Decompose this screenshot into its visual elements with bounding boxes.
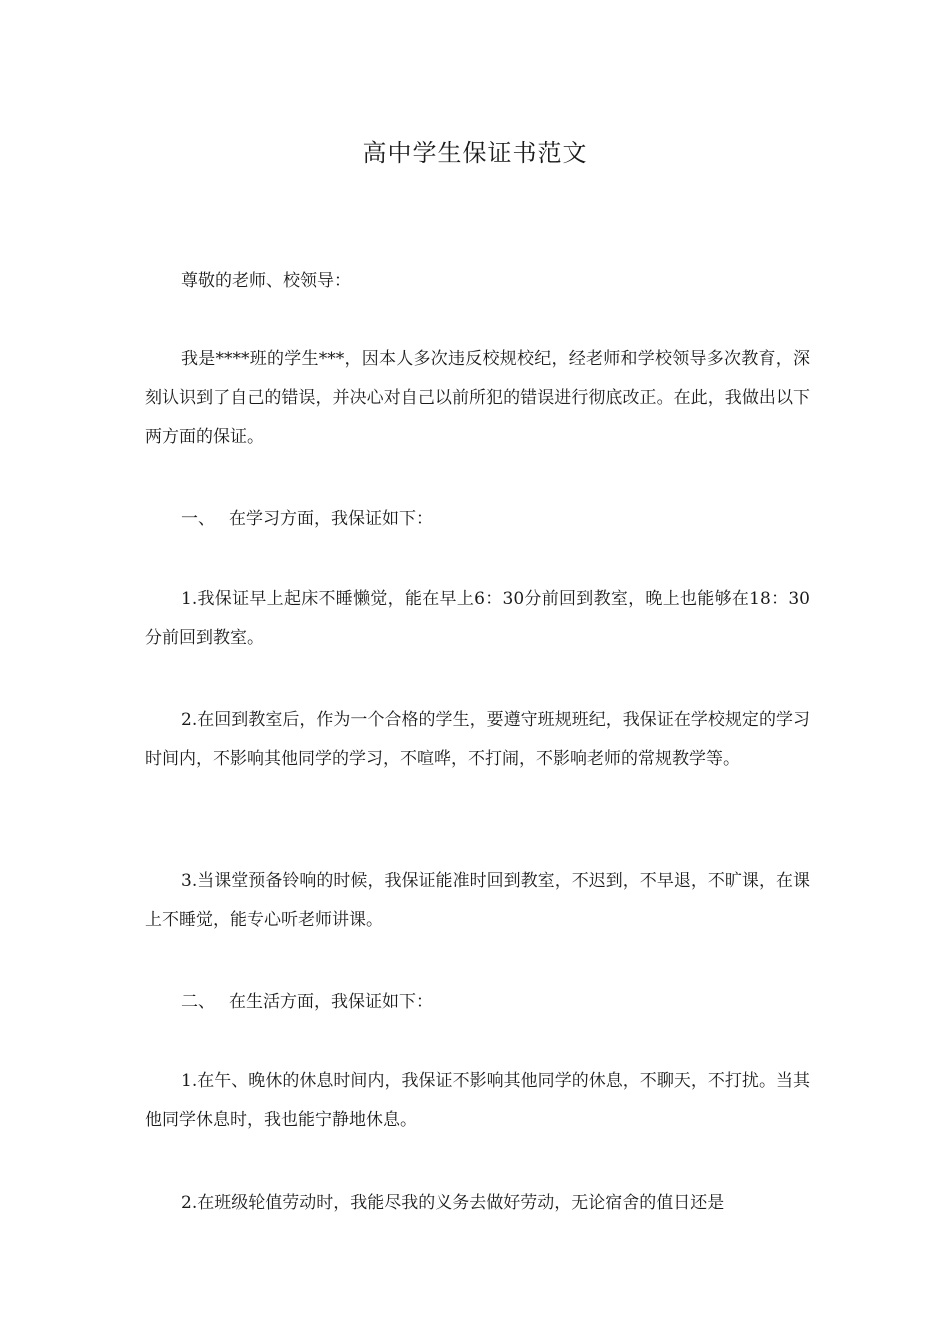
document-title: 高中学生保证书范文 <box>362 139 588 167</box>
intro-paragraph: 我是****班的学生***，因本人多次违反校规校纪，经老师和学校领导多次教育，深刻认识到了自己的错误，并决心对自己以前所犯的错误进行彻底改正。在此，我做出以下两方面的保证。 <box>145 349 810 447</box>
section2-item-2: 2.在班级轮值劳动时，我能尽我的义务去做好劳动，无论宿舍的值日还是 <box>181 1193 725 1213</box>
section2-heading-text: 在生活方面，我保证如下： <box>229 992 433 1012</box>
section2-heading <box>181 983 801 1022</box>
section1-item-1: 1.我保证早上起床不睡懒觉，能在早上6：30分前回到教室，晚上也能够在18：30分前回到教室。 <box>145 589 810 648</box>
section2-number: 二、 <box>181 992 215 1012</box>
section2-item-1: 1.在午、晚休的休息时间内，我保证不影响其他同学的休息，不聊天，不打扰。当其他同学休息时，我也能宁静地休息。 <box>145 1071 810 1130</box>
section1-heading <box>181 500 801 539</box>
section1-item-2: 2.在回到教室后，作为一个合格的学生，要遵守班规班纪，我保证在学校规定的学习时间内，不影响其他同学的学习，不喧哗，不打闹，不影响老师的常规教学等。 <box>145 710 810 769</box>
salutation: 尊敬的老师、校领导： <box>181 271 351 291</box>
section1-number: 一、 <box>181 509 215 529</box>
section1-heading-text: 在学习方面，我保证如下： <box>229 509 433 529</box>
section1-item-3: 3.当课堂预备铃响的时候，我保证能准时回到教室，不迟到，不早退，不旷课，在课上不睡觉，能专心听老师讲课。 <box>145 871 810 930</box>
